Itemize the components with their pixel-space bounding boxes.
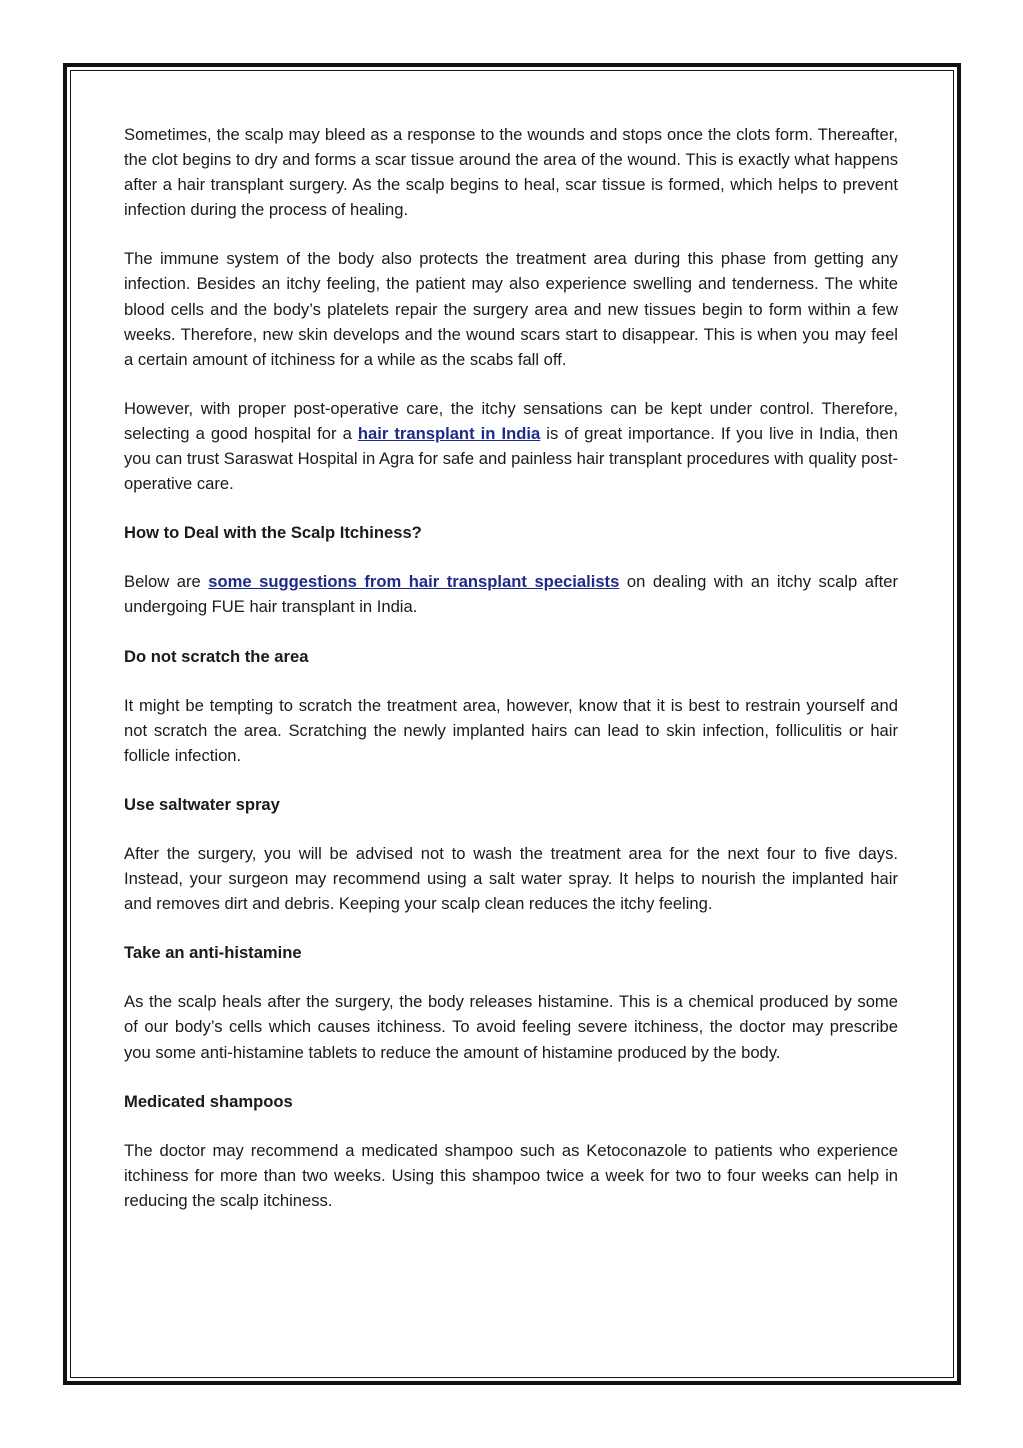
specialists-suggestions-link[interactable]: some suggestions from hair transplant specialists xyxy=(208,572,620,592)
paragraph-do-not-scratch: It might be tempting to scratch the treatment area, however, know that it is best to restrain yourself and not scratch the area. Scratching the newly implanted hairs can lead to skin infection, folliculitis or hair follicle infection. xyxy=(124,695,898,765)
paragraph-anti-histamine: As the scalp heals after the surgery, the body releases histamine. This is a chemical produced by some of our body’s cells which causes itchiness. To avoid feeling severe itchiness, the doctor may prescribe you some anti-histamine tablets to reduce the amount of histamine produced by the body. xyxy=(124,992,898,1062)
heading-medicated-shampoos: Medicated shampoos xyxy=(124,1091,293,1111)
paragraph-immune-system: The immune system of the body also protects the treatment area during this phase from getting any infection. Besides an itchy feeling, the patient may also experience swelling and tenderness. The white blood cells and the body’s platelets repair the surgery area and new tissues begin to form within a few weeks. Therefore, new skin develops and the wound scars start to disappear. This is when you may feel a certain amount of itchiness for a while as the scabs fall off. xyxy=(124,249,898,369)
paragraph-text: is of great importance. If you live in India, then you can trust Saraswat Hospital in Agra for safe and painless hair transplant procedures with quality post-operative care. xyxy=(124,423,898,494)
hair-transplant-india-link[interactable]: hair transplant in India xyxy=(357,423,541,443)
paragraph-post-operative-care xyxy=(124,396,898,496)
paragraph-text: However, with proper post-operative care, the itchy sensations can be kept under control. Therefore, selecting a good hospital for a xyxy=(124,398,898,443)
heading-deal-with-itchiness: How to Deal with the Scalp Itchiness? xyxy=(124,523,422,543)
paragraph-medicated-shampoos: The doctor may recommend a medicated shampoo such as Ketoconazole to patients who experience itchiness for more than two weeks. Using this shampoo twice a week for two to four weeks can help in reducing the scalp itchiness. xyxy=(124,1140,898,1210)
paragraph-text: Below are xyxy=(124,572,209,592)
document-body xyxy=(124,122,898,1237)
paragraph-suggestions xyxy=(124,569,898,619)
heading-anti-histamine: Take an anti-histamine xyxy=(124,943,302,963)
heading-saltwater-spray: Use saltwater spray xyxy=(124,794,280,814)
heading-do-not-scratch: Do not scratch the area xyxy=(124,646,309,666)
paragraph-text: on dealing with an itchy scalp after undergoing FUE hair transplant in India. xyxy=(124,572,898,617)
paragraph-saltwater-spray: After the surgery, you will be advised not to wash the treatment area for the next four to five days. Instead, your surgeon may recommend using a salt water spray. It helps to nourish the implanted hair and removes dirt and debris. Keeping your scalp clean reduces the itchy feeling. xyxy=(124,843,898,914)
paragraph-scalp-bleeding: Sometimes, the scalp may bleed as a response to the wounds and stops once the clots form. Thereafter, the clot begins to dry and forms a scar tissue around the area of the wound. This is exactly what happens after a hair transplant surgery. As the scalp begins to heal, scar tissue is formed, which helps to prevent infection during the process of healing. xyxy=(124,125,898,220)
